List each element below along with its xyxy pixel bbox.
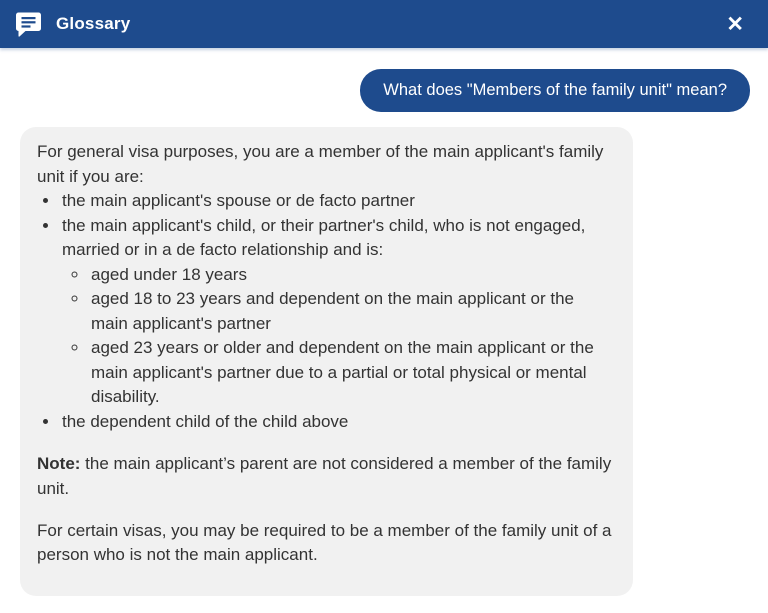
answer-intro: For general visa purposes, you are a member of the main applicant's family unit if you are:	[37, 142, 604, 186]
list-item	[60, 214, 613, 410]
glossary-title: Glossary	[56, 14, 131, 33]
list-item: ◦ aged 18 to 23 years and dependent on the main applicant or the main applicant's partner	[89, 287, 613, 336]
family-unit-list	[37, 189, 613, 434]
child-conditions-list	[62, 263, 613, 410]
chat-area	[0, 69, 768, 596]
list-item-text: the main applicant's child, or their partner's child, who is not engaged, married or in a de facto relationship and is:	[62, 215, 586, 260]
answer-bubble	[20, 127, 633, 596]
note-paragraph	[37, 452, 613, 501]
note-text: the main applicant’s parent are not considered a member of the family unit.	[37, 454, 612, 498]
list-item: ◦ aged under 18 years	[89, 263, 613, 287]
chat-bubble-icon	[15, 11, 42, 38]
list-item: ◦ aged 23 years or older and dependent on the main applicant or the main applicant's partner due to a partial or total physical or mental disability.	[89, 336, 613, 409]
glossary-header	[0, 0, 768, 48]
close-button[interactable]: ✕	[720, 10, 750, 39]
list-item: • the main applicant's spouse or de facto partner	[60, 189, 613, 213]
list-item: • the dependent child of the child above	[60, 410, 613, 434]
question-bubble: What does "Members of the family unit" mean?	[360, 69, 750, 112]
closing-paragraph: For certain visas, you may be required to be a member of the family unit of a person who is not the main applicant.	[37, 521, 612, 565]
note-label: Note:	[37, 454, 81, 474]
